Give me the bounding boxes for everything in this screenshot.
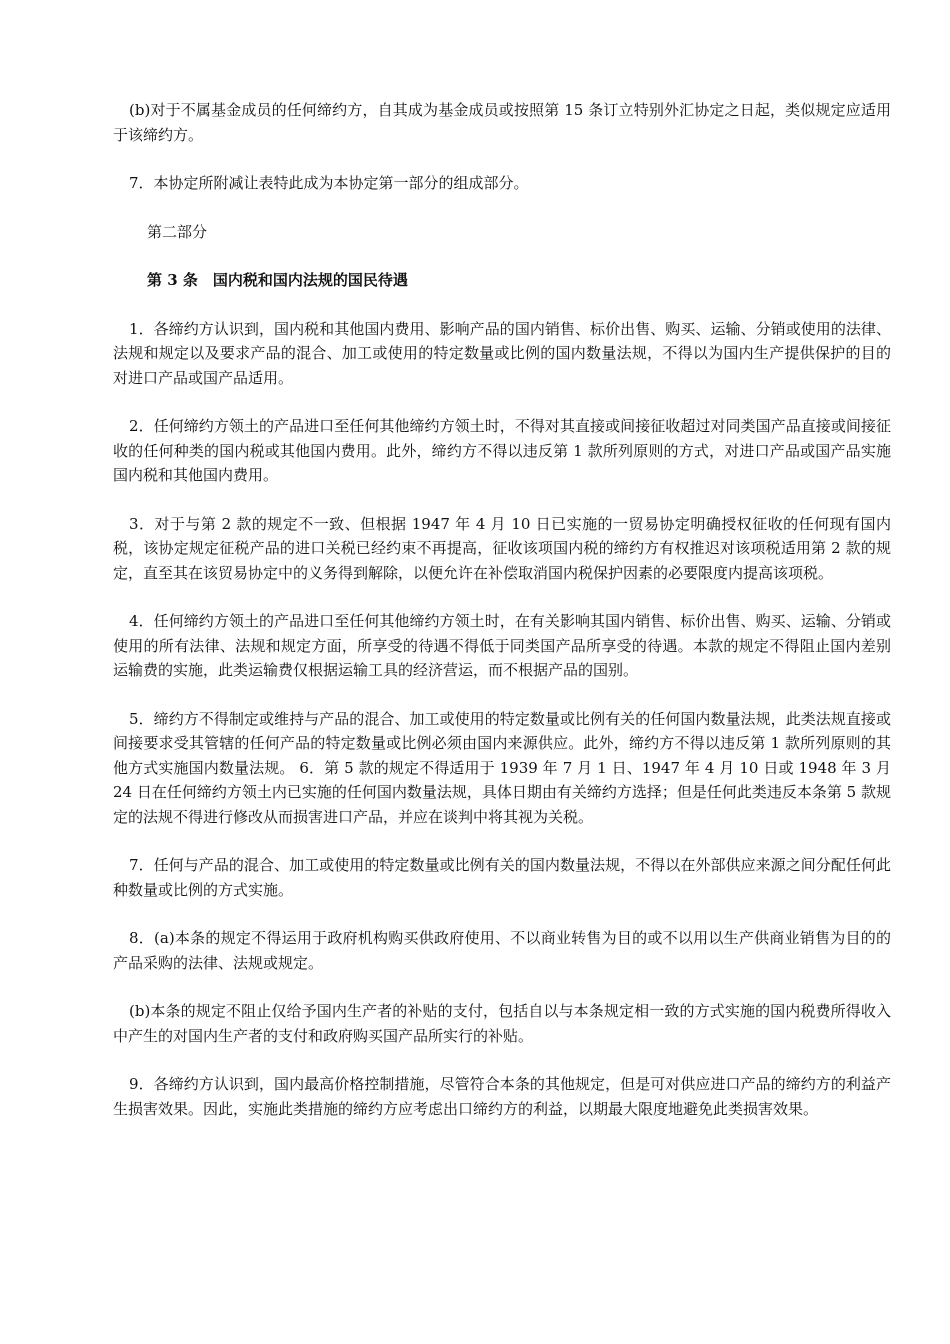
paragraph-2: 2．任何缔约方领土的产品进口至任何其他缔约方领土时，不得对其直接或间接征收超过对同类国产品直接或间接征收的任何种类的国内税或其他国内费用。此外，缔约方不得以违反第 1 款所列原则的方式，对进口产品或国产品实施国内税和其他国内费用。 [113,417,891,484]
paragraph-1: 1．各缔约方认识到，国内税和其他国内费用、影响产品的国内销售、标价出售、购买、运输、分销或使用的法律、法规和规定以及要求产品的混合、加工或使用的特定数量或比例的国内数量法规，不得以为国内生产提供保护的目的对进口产品或国产品适用。 [113,319,891,387]
paragraph-4: 4．任何缔约方领土的产品进口至任何其他缔约方领土时，在有关影响其国内销售、标价出售、购买、运输、分销或使用的所有法律、法规和规定方面，所享受的待遇不得低于同类国产品所享受的待遇。本款的规定不得阻止国内差别运输费的实施，此类运输费仅根据运输工具的经济营运，而不根据产品的国别。 [113,612,891,679]
paragraph-3: 3．对于与第 2 款的规定不一致、但根据 1947 年 4 月 10 日已实施的一贸易协定明确授权征收的任何现有国内税，该协定规定征税产品的进口关税已经约束不再提高，征收该项国内税的缔约方有权推迟对该项税适用第 2 款的规定，直至其在该贸易协定中的义务得到解除，以便允许在补偿取消国内税保护因素的必要限度内提高该项税。 [113,514,891,582]
paragraph-8b: (b)本条的规定不阻止仅给予国内生产者的补贴的支付，包括自以与本条规定相一致的方式实施的国内税费所得收入中产生的对国内生产者的支付和政府购买国产品所实行的补贴。 [113,1002,891,1045]
paragraph-5-6: 5．缔约方不得制定或维持与产品的混合、加工或使用的特定数量或比例有关的任何国内数量法规，此类法规直接或间接要求受其管辖的任何产品的特定数量或比例必须由国内来源供应。此外，缔约方不得以违反第 1 款所列原则的其他方式实施国内数量法规。 6．第 5 款的规定不得适用于 1939 年 7 月 1 日、1947 年 4 月 10 日或 1948 年 3 月 24 日在任何缔约方领土内已实施的任何国内数量法规，具体日期由有关缔约方选择；但是任何此类违反本条第 5 款规定的法规不得进行修改从而损害进口产品，并应在谈判中将其视为关税。 [113,709,891,826]
paragraph-7: 7．任何与产品的混合、加工或使用的特定数量或比例有关的国内数量法规，不得以在外部供应来源之间分配任何此种数量或比例的方式实施。 [113,856,891,899]
paragraph-7-schedules: 7．本协定所附减让表特此成为本协定第一部分的组成部分。 [129,174,529,192]
paragraph-9: 9．各缔约方认识到，国内最高价格控制措施，尽管符合本条的其他规定，但是可对供应进口产品的缔约方的利益产生损害效果。因此，实施此类措施的缔约方应考虑出口缔约方的利益，以期最大限度地避免此类损害效果。 [113,1075,891,1118]
part-two-heading: 第二部分 [147,222,208,241]
paragraph-8a: 8．(a)本条的规定不得运用于政府机构购买供政府使用、不以商业转售为目的或不以用以生产供商业销售为目的的产品采购的法律、法规或规定。 [113,929,891,972]
document-body [113,98,891,1145]
paragraph-b-non-fund-member: (b)对于不属基金成员的任何缔约方，自其成为基金成员或按照第 15 条订立特别外汇协定之日起，类似规定应适用于该缔约方。 [113,101,891,144]
article-3-heading: 第 3 条 国内税和国内法规的国民待遇 [147,271,408,289]
